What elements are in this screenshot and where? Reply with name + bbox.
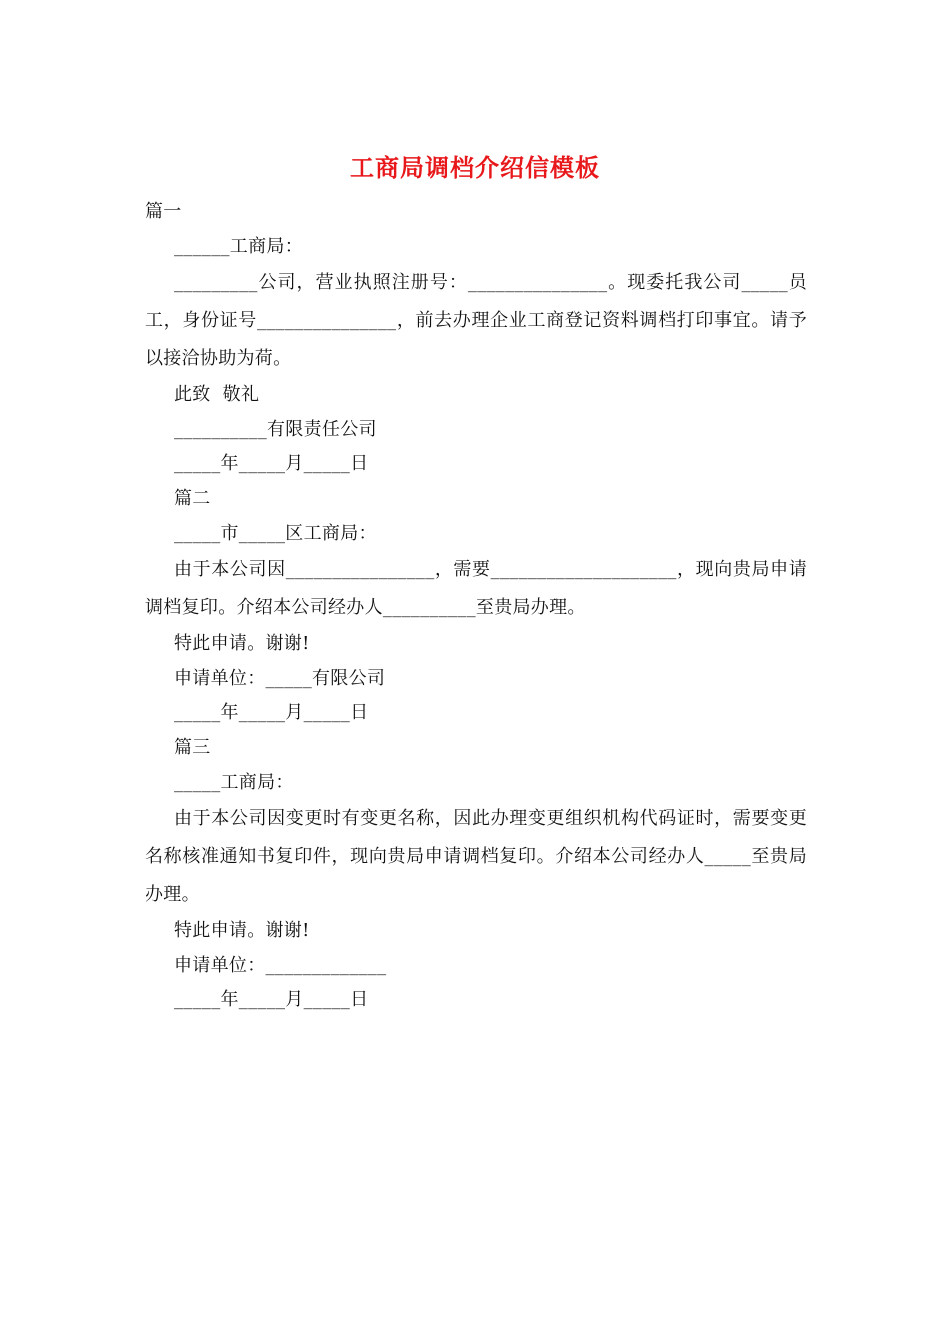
section-heading: 篇一 [145,201,182,222]
document-title: 工商局调档介绍信模板 [350,153,600,182]
body-paragraph: 由于本公司因________________，需要____________________，现向贵局申请调档复印。介绍本公司经办人__________至贵局办理。 [145,559,807,619]
addressee: ______工商局： [174,235,303,257]
document-body [145,195,807,1018]
body-paragraph: _________公司，营业执照注册号：_______________。现委托我公司_____员工，身份证号_______________，前去办理企业工商登记资料调档打印事宜。请予以接洽协助为荷。 [145,272,807,369]
applicant: 申请单位：_____________ [174,954,387,976]
body-paragraph: 由于本公司因变更时有变更名称，因此办理变更组织机构代码证时，需要变更名称核准通知书复印件，现向贵局申请调档复印。介绍本公司经办人_____至贵局办理。 [145,808,807,906]
closing: 特此申请。谢谢! [174,632,310,654]
addressee: _____市_____区工商局： [174,522,377,544]
date-line: _____年_____月_____日 [174,989,369,1011]
section-2 [145,482,807,731]
closing: 特此申请。谢谢! [174,919,310,941]
section-heading: 篇三 [174,737,211,759]
date-line: _____年_____月_____日 [174,453,369,475]
section-1 [145,195,807,482]
closing: 此致 敬礼 [174,383,260,405]
addressee: _____工商局： [174,771,294,793]
date-line: _____年_____月_____日 [174,702,369,724]
section-heading: 篇二 [174,487,211,509]
applicant: 申请单位：_____有限公司 [174,667,386,689]
signature: __________有限责任公司 [174,418,377,440]
section-3 [145,731,807,1018]
